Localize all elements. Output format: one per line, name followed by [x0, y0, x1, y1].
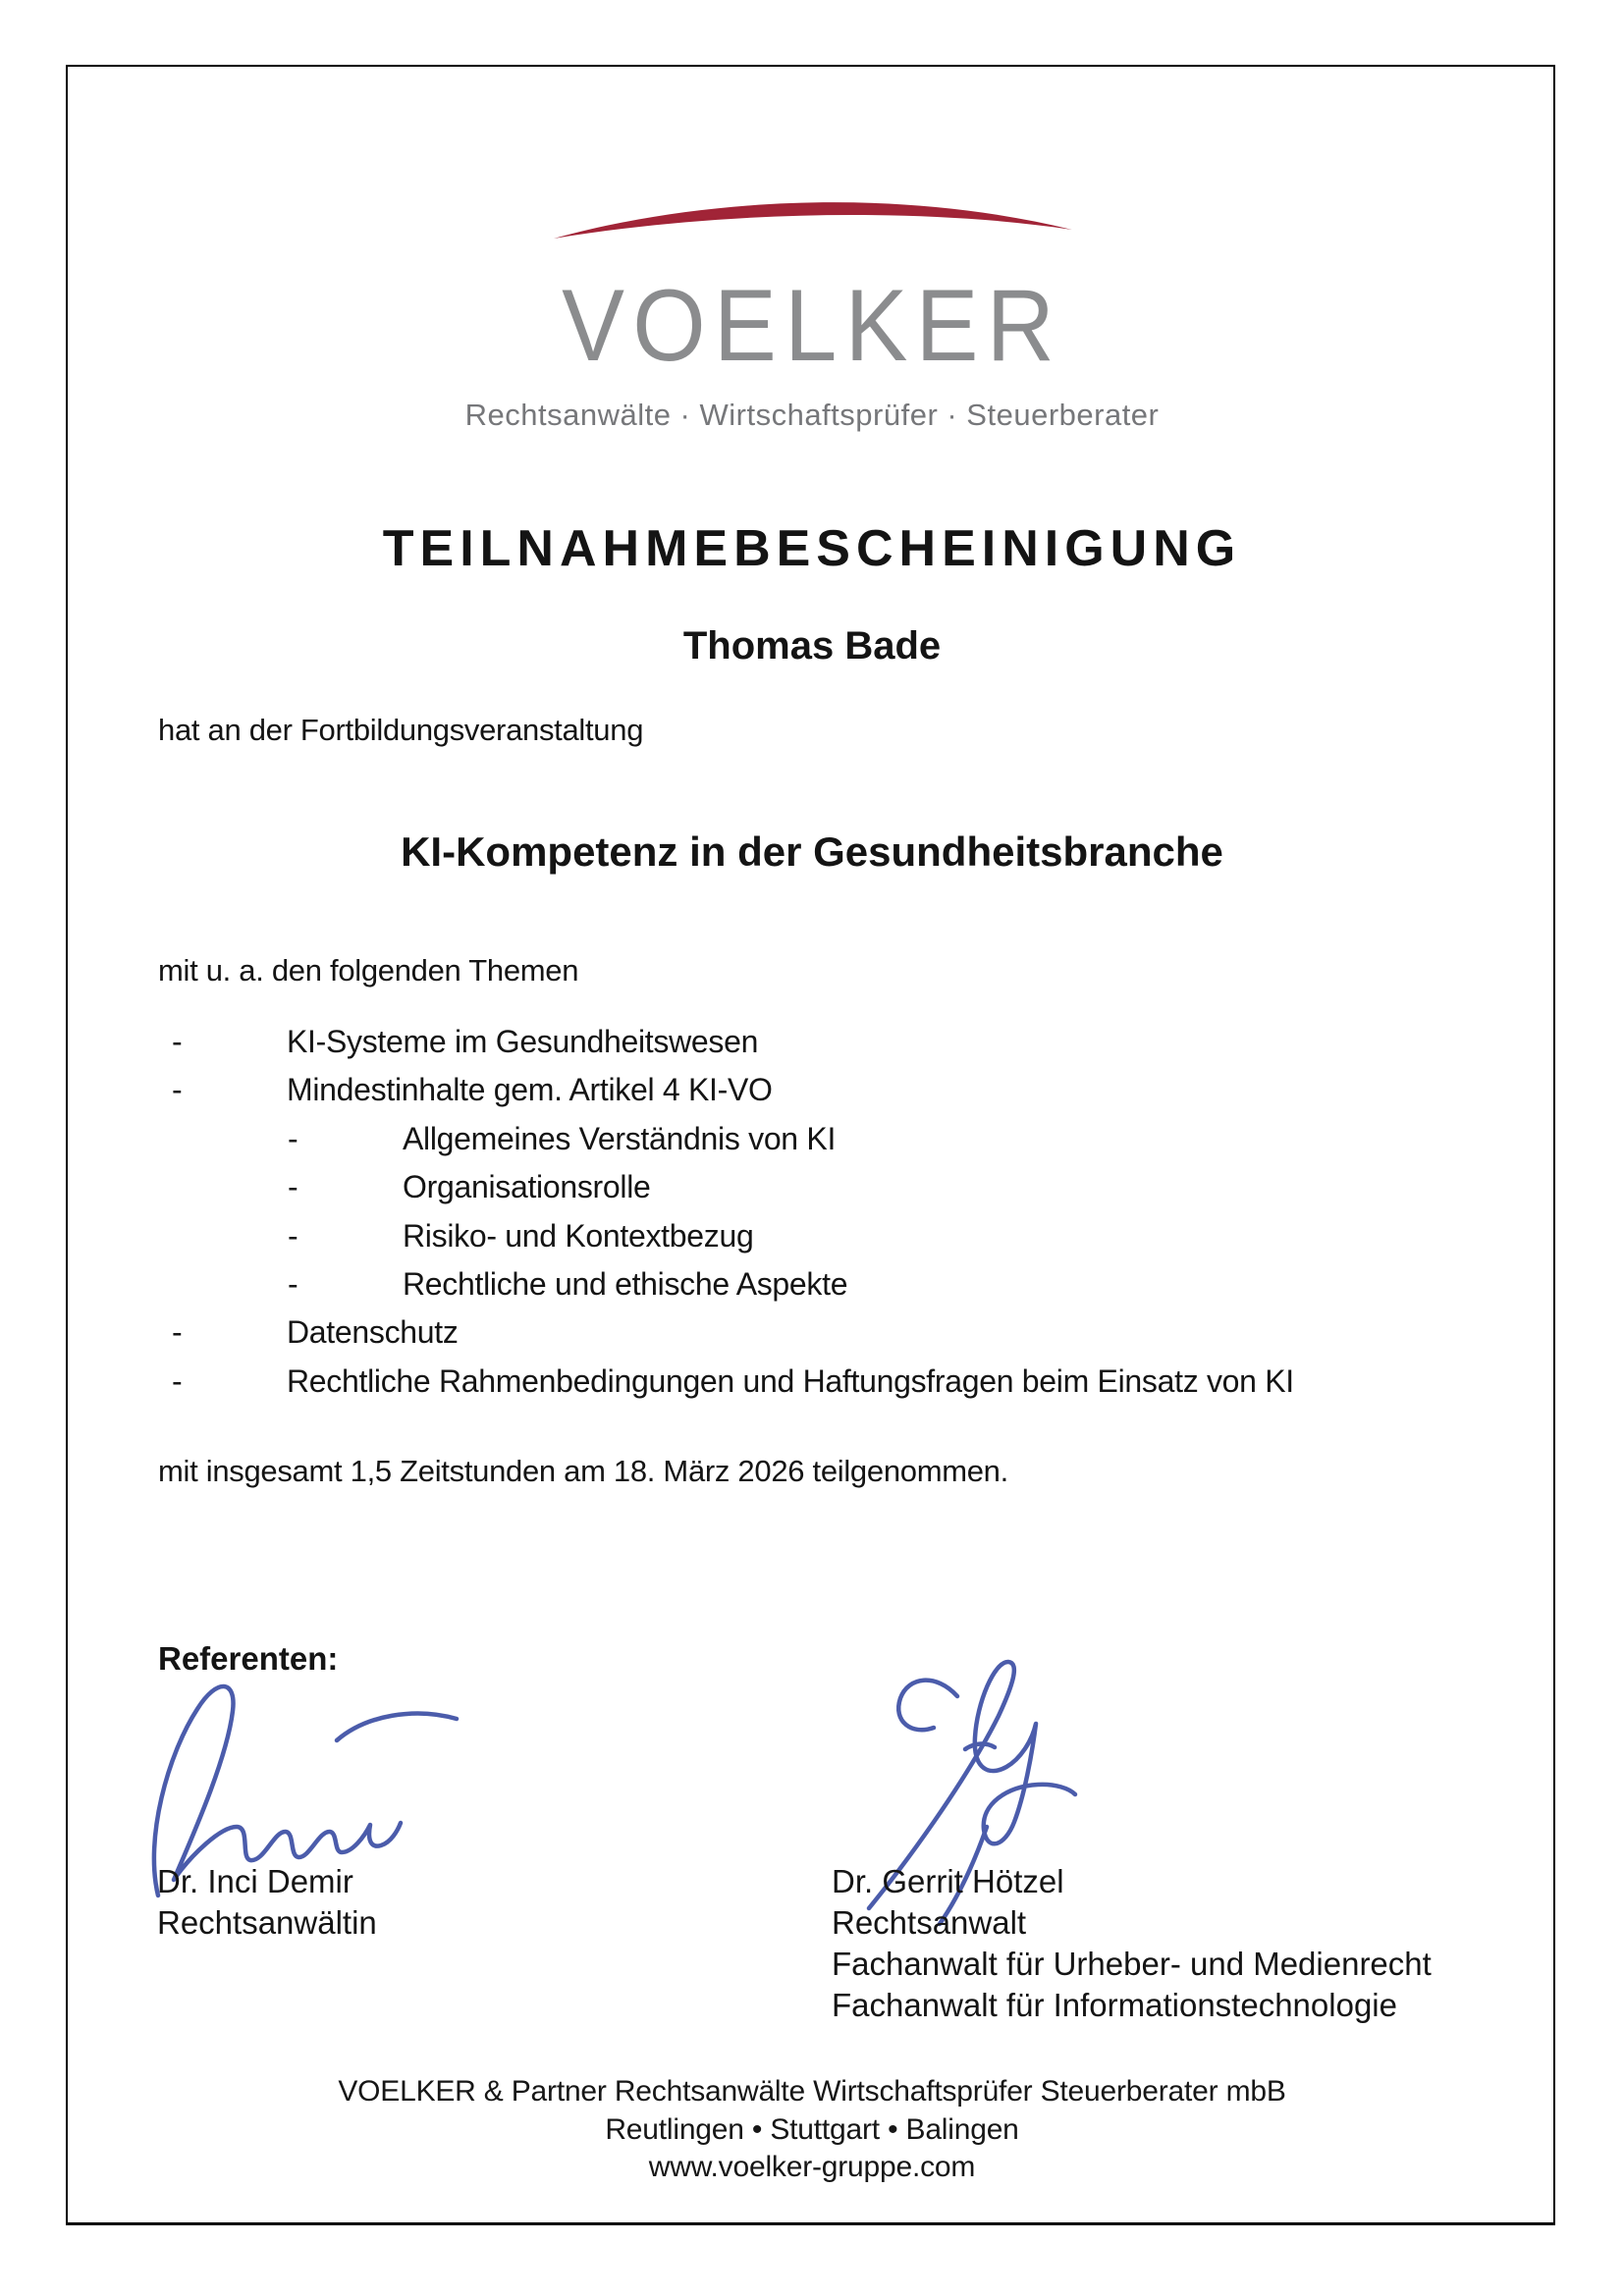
topic-bullet-dash: - — [172, 1024, 183, 1059]
referent-right-title-2: Fachanwalt für Urheber- und Medienrecht — [832, 1946, 1432, 1982]
referent-right-title-1: Rechtsanwalt — [832, 1904, 1027, 1941]
footer-firm-line: VOELKER & Partner Rechtsanwälte Wirtschaftsprüfer Steuerberater mbB — [338, 2075, 1286, 2108]
topic-label: Rechtliche und ethische Aspekte — [403, 1265, 848, 1302]
topic-label: Allgemeines Verständnis von KI — [403, 1120, 837, 1156]
referents-label: Referenten: — [158, 1640, 339, 1677]
topic-bullet-dash: - — [288, 1169, 298, 1205]
topic-label: Rechtliche Rahmenbedingungen und Haftungsfragen beim Einsatz von KI — [287, 1362, 1294, 1399]
footer-cities-line: Reutlingen • Stuttgart • Balingen — [605, 2112, 1019, 2146]
topic-item — [158, 1022, 1435, 1070]
closing-line: mit insgesamt 1,5 Zeitstunden am 18. März 2026 teilgenommen. — [158, 1454, 1008, 1488]
topic-label: Risiko- und Kontextbezug — [403, 1217, 754, 1254]
topic-item — [158, 1362, 1435, 1410]
referent-right-name: Dr. Gerrit Hötzel — [832, 1863, 1064, 1899]
brand-text: VOELKER — [562, 269, 1062, 383]
topic-item — [158, 1070, 1435, 1118]
referent-left-name: Dr. Inci Demir — [157, 1863, 353, 1899]
brand-wordmark — [0, 269, 1624, 383]
topic-bullet-dash: - — [288, 1120, 298, 1156]
topics-intro-line: mit u. a. den folgenden Themen — [158, 953, 579, 988]
document-title: TEILNAHMEBESCHEINIGUNG — [382, 520, 1242, 577]
topic-bullet-dash: - — [288, 1217, 298, 1254]
referent-left-block — [157, 1861, 377, 1944]
brand-tagline: Rechtsanwälte · Wirtschaftsprüfer · Steuerberater — [464, 398, 1160, 432]
referent-right-block — [832, 1861, 1432, 2026]
footer-block — [0, 2073, 1624, 2187]
topic-label: Organisationsrolle — [403, 1169, 651, 1205]
topic-item — [158, 1264, 1435, 1312]
topic-item — [158, 1167, 1435, 1215]
topic-item — [158, 1119, 1435, 1167]
topic-label: Datenschutz — [287, 1314, 459, 1351]
footer-website: www.voelker-gruppe.com — [648, 2151, 976, 2183]
referent-right-title-3: Fachanwalt für Informationstechnologie — [832, 1987, 1397, 2023]
topic-bullet-dash: - — [288, 1265, 298, 1302]
intro-line: hat an der Fortbildungsveranstaltung — [158, 713, 644, 747]
referent-left-title: Rechtsanwältin — [157, 1904, 377, 1941]
participant-name: Thomas Bade — [682, 624, 942, 667]
course-title: KI-Kompetenz in der Gesundheitsbranche — [401, 828, 1223, 875]
topic-bullet-dash: - — [172, 1072, 183, 1108]
topic-bullet-dash: - — [172, 1362, 183, 1399]
topic-item — [158, 1216, 1435, 1264]
voelker-swoosh-icon — [552, 194, 1074, 241]
topic-label: KI-Systeme im Gesundheitswesen — [287, 1024, 759, 1059]
topic-label: Mindestinhalte gem. Artikel 4 KI-VO — [287, 1072, 773, 1108]
topic-bullet-dash: - — [172, 1314, 183, 1351]
topic-item — [158, 1312, 1435, 1361]
topics-list — [158, 1022, 1435, 1410]
